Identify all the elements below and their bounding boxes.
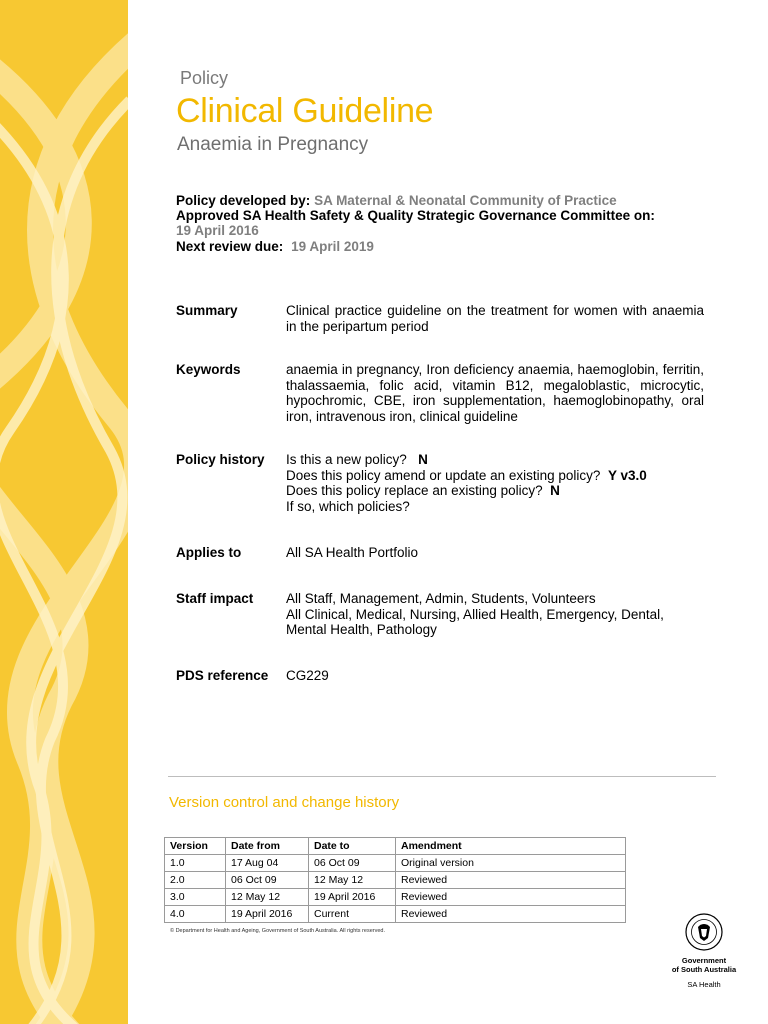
table-row xyxy=(165,872,626,889)
table-cell: 06 Oct 09 xyxy=(309,855,396,872)
history-line-4: If so, which policies? xyxy=(286,498,410,514)
table-row xyxy=(165,889,626,906)
table-cell: 1.0 xyxy=(165,855,226,872)
table-cell: 12 May 12 xyxy=(226,889,309,906)
table-cell: Reviewed xyxy=(396,889,626,906)
table-row xyxy=(165,855,626,872)
version-heading: Version control and change history xyxy=(169,794,400,811)
table-cell: Reviewed xyxy=(396,906,626,923)
copyright-notice: © Department for Health and Ageing, Government of South Australia. All rights reserved. xyxy=(170,928,385,934)
history-answer-3: N xyxy=(550,483,560,498)
policy-history-value xyxy=(286,452,704,514)
table-cell: Current xyxy=(309,906,396,923)
review-label: Next review due xyxy=(176,239,279,254)
history-line-1: Is this a new policy? N xyxy=(286,452,428,467)
developed-by-value: SA Maternal & Neonatal Community of Practice xyxy=(314,193,617,208)
logo-line-2: of South Australia xyxy=(671,964,737,974)
history-line-2: Does this policy amend or update an existing policy? Y v3.0 xyxy=(286,467,647,483)
table-row xyxy=(165,906,626,923)
history-answer-2: Y v3.0 xyxy=(607,467,647,483)
review-line: Next review due: 19 April 2019 xyxy=(176,239,374,254)
summary-label: Summary xyxy=(176,303,238,318)
page-title: Clinical Guideline xyxy=(176,92,434,130)
logo-subtitle: SA Health xyxy=(687,980,721,989)
keywords-value: anaemia in pregnancy, Iron deficiency anaemia, haemoglobin, ferritin, thalassaemia, folic acid, vitamin B12, megaloblastic, microcytic, hypochromic, CBE, iron supplementation, haemoglobinopathy, oral iron, intravenous iron, clinical guideline xyxy=(286,362,704,424)
section-divider xyxy=(168,776,716,777)
table-cell: 3.0 xyxy=(165,889,226,906)
applies-to-label: Applies to xyxy=(176,545,242,560)
logo-line-1: Government xyxy=(681,956,727,965)
policy-label: Policy xyxy=(180,68,229,88)
column-header: Amendment xyxy=(396,838,626,855)
table-cell: 19 April 2016 xyxy=(309,889,396,906)
approved-date: 19 April 2016 xyxy=(176,223,259,238)
policy-history-label: Policy history xyxy=(176,452,265,467)
review-date: 19 April 2019 xyxy=(291,239,374,254)
keywords-label: Keywords xyxy=(176,362,241,377)
summary-value: Clinical practice guideline on the treatment for women with anaemia in the peripartum period xyxy=(286,303,704,334)
state-crest-icon xyxy=(684,912,724,952)
approved-date-line xyxy=(176,223,259,239)
history-line-3: Does this policy replace an existing policy? N xyxy=(286,483,560,498)
version-table xyxy=(164,837,626,923)
government-logo xyxy=(666,912,742,989)
staff-impact-line-1: All Staff, Management, Admin, Students, Volunteers xyxy=(286,591,596,606)
table-cell: Original version xyxy=(396,855,626,872)
table-cell: 17 Aug 04 xyxy=(226,855,309,872)
approved-line xyxy=(176,208,655,224)
staff-impact-line-2: All Clinical, Medical, Nursing, Allied Health, Emergency, Dental, Mental Health, Pathology xyxy=(286,606,664,637)
table-cell: 2.0 xyxy=(165,872,226,889)
staff-impact-value xyxy=(286,591,704,638)
table-cell: 19 April 2016 xyxy=(226,906,309,923)
table-cell: Reviewed xyxy=(396,872,626,889)
developed-by-line xyxy=(176,193,617,209)
column-header: Date to xyxy=(309,838,396,855)
developed-by-label: Policy developed by: xyxy=(176,193,311,208)
column-header: Date from xyxy=(226,838,309,855)
decorative-sidebar xyxy=(0,0,128,1024)
pds-value: CG229 xyxy=(286,668,329,683)
column-header: Version xyxy=(165,838,226,855)
ribbon-pattern-graphic xyxy=(0,0,128,1024)
table-cell: 06 Oct 09 xyxy=(226,872,309,889)
pds-label: PDS reference xyxy=(176,668,269,683)
table-cell: 4.0 xyxy=(165,906,226,923)
table-header-row xyxy=(165,838,626,855)
staff-impact-label: Staff impact xyxy=(176,591,254,606)
table-cell: 12 May 12 xyxy=(309,872,396,889)
approved-label: Approved SA Health Safety & Quality Strategic Governance Committee on: xyxy=(176,208,655,223)
applies-to-value: All SA Health Portfolio xyxy=(286,545,419,560)
page-subtitle: Anaemia in Pregnancy xyxy=(177,134,369,155)
history-answer-1: N xyxy=(418,452,428,467)
